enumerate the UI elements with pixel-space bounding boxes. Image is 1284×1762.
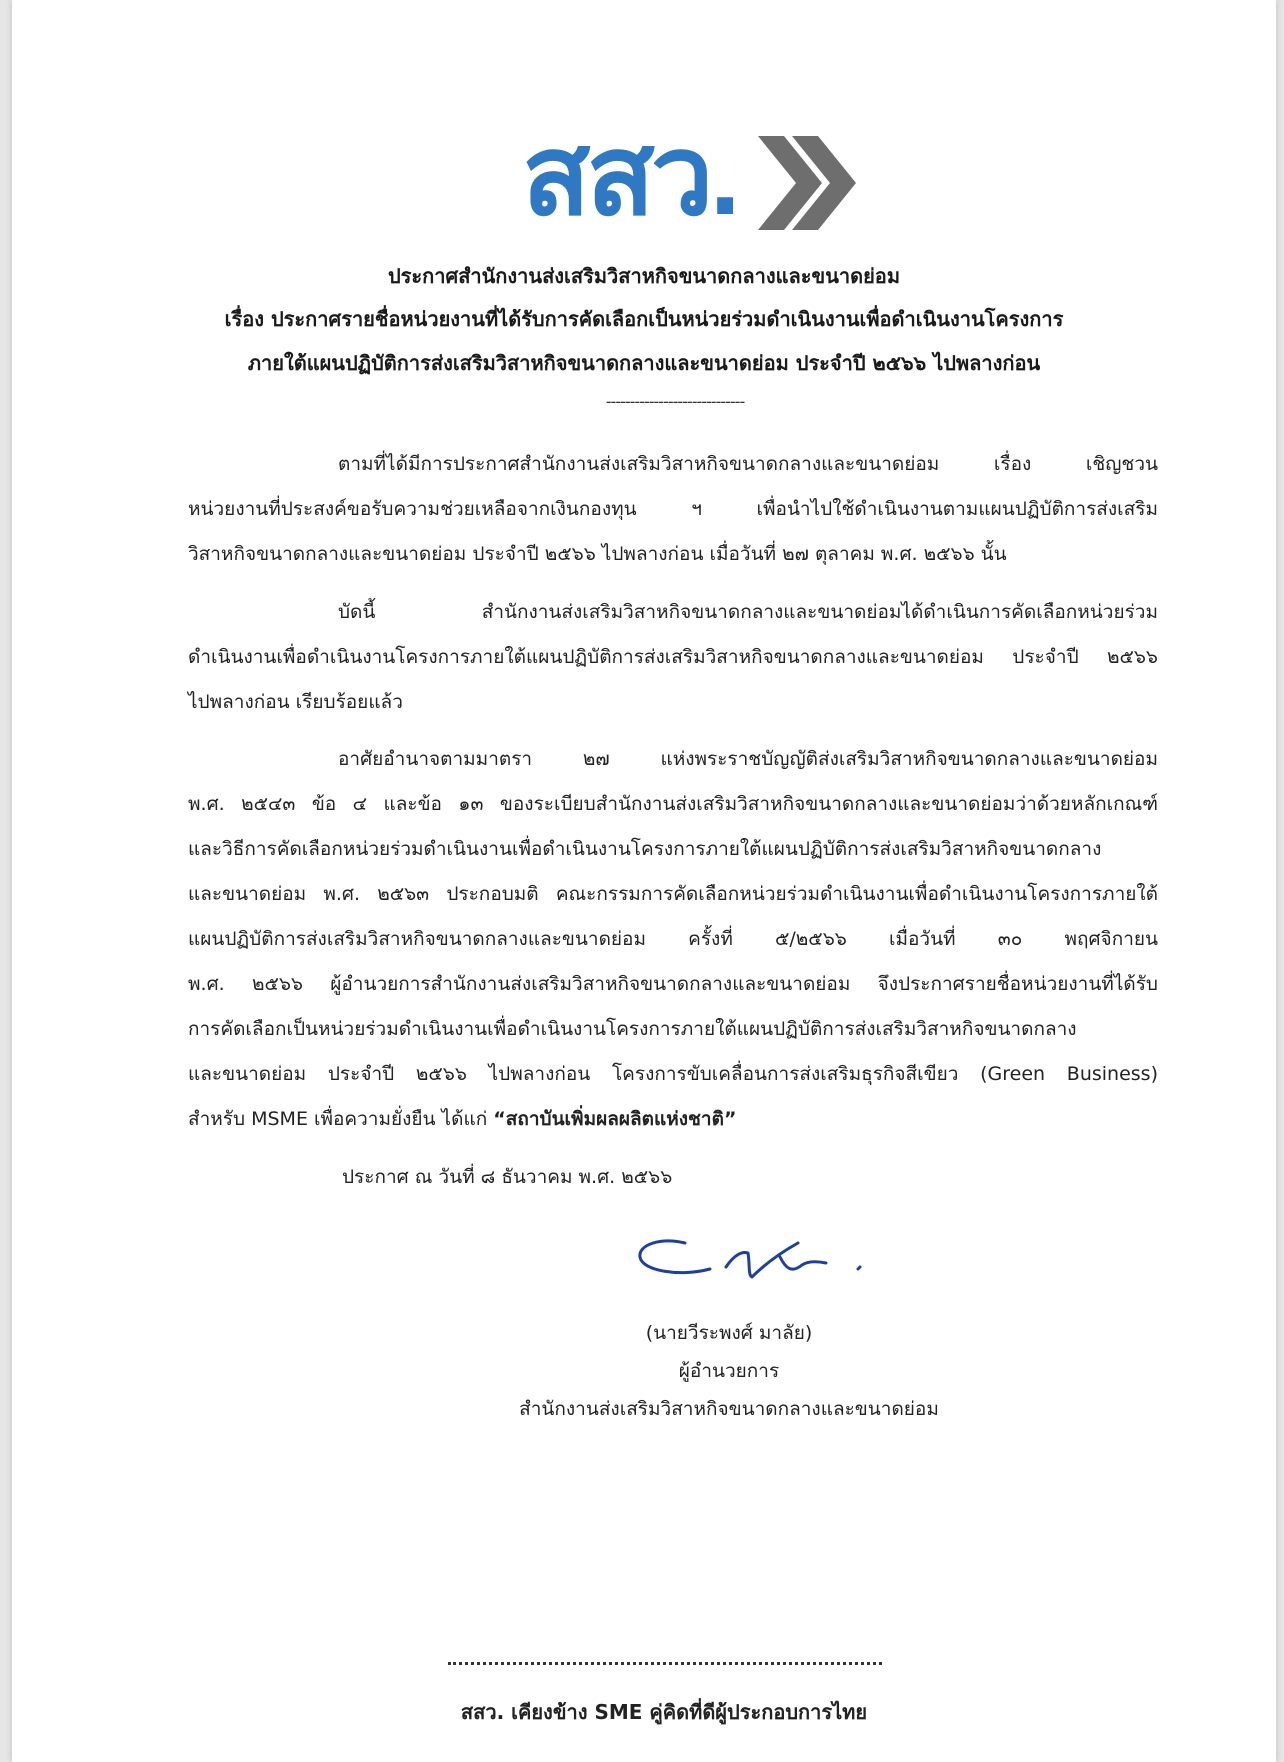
logo-chevron-arrows-icon <box>758 136 856 230</box>
paragraph-2-line-2: ดำเนินงานเพื่อดำเนินงานโครงการภายใต้แผนปฏิบัติการส่งเสริมวิสาหกิจขนาดกลางและขนาดย่อม ประจำปี ๒๕๖๖ <box>188 646 1158 668</box>
paragraph-2-line-1: บัดนี้ สำนักงานส่งเสริมวิสาหกิจขนาดกลางและขนาดย่อมได้ดำเนินการคัดเลือกหน่วยร่วม <box>338 601 1158 623</box>
announcement-subject: เรื่อง ประกาศรายชื่อหน่วยงานที่ได้รับการคัดเลือกเป็นหน่วยร่วมดำเนินงานเพื่อดำเนินงานโครงการ <box>224 307 1064 331</box>
announcement-title: ประกาศสำนักงานส่งเสริมวิสาหกิจขนาดกลางและขนาดย่อม <box>387 264 900 288</box>
selected-agency-name: “สถาบันเพิ่มผลผลิตแห่งชาติ” <box>493 1108 737 1130</box>
paragraph-1-line-3: วิสาหกิจขนาดกลางและขนาดย่อม ประจำปี ๒๕๖๖ ไปพลางก่อน เมื่อวันที่ ๒๗ ตุลาคม พ.ศ. ๒๕๖๖ นั้น <box>188 543 1007 565</box>
paragraph-1-line-1: ตามที่ได้มีการประกาศสำนักงานส่งเสริมวิสาหกิจขนาดกลางและขนาดย่อม เรื่อง เชิญชวน <box>338 453 1158 475</box>
footer-slogan: สสว. เคียงข้าง SME คู่คิดที่ดีผู้ประกอบการไทย <box>460 1700 868 1724</box>
signatory-name: (นายวีระพงศ์ มาลัย) <box>645 1322 813 1344</box>
paragraph-3-line-1: อาศัยอำนาจตามมาตรา ๒๗ แห่งพระราชบัญญัติส่งเสริมวิสาหกิจขนาดกลางและขนาดย่อม <box>338 748 1158 770</box>
paragraph-3-line-6: พ.ศ. ๒๕๖๖ ผู้อำนวยการสำนักงานส่งเสริมวิสาหกิจขนาดกลางและขนาดย่อม จึงประกาศรายชื่อหน่วยงานที่ได้รับ <box>188 973 1158 995</box>
paragraph-3-line-2: พ.ศ. ๒๕๔๓ ข้อ ๔ และข้อ ๑๓ ของระเบียบสำนักงานส่งเสริมวิสาหกิจขนาดกลางและขนาดย่อมว่าด้วยหลักเกณฑ์ <box>188 793 1158 815</box>
paragraph-3-line-3: และวิธีการคัดเลือกหน่วยร่วมดำเนินงานเพื่อดำเนินงานโครงการภายใต้แผนปฏิบัติการส่งเสริมวิสาหกิจขนาดกลาง <box>188 838 1102 860</box>
paragraph-3-line-8: และขนาดย่อม ประจำปี ๒๕๖๖ ไปพลางก่อน โครงการขับเคลื่อนการส่งเสริมธุรกิจสีเขียว (Green Business) <box>188 1063 1158 1085</box>
paragraph-3-line-7: การคัดเลือกเป็นหน่วยร่วมดำเนินงานเพื่อดำเนินงานโครงการภายใต้แผนปฏิบัติการส่งเสริมวิสาหกิจขนาดกลาง <box>188 1018 1077 1040</box>
logo-wordmark: สสว. <box>522 118 737 238</box>
heading-separator: ----------------------------- <box>605 392 745 411</box>
sme-office-logo <box>522 118 862 248</box>
announcement-date: ประกาศ ณ วันที่ ๘ ธันวาคม พ.ศ. ๒๕๖๖ <box>342 1166 673 1188</box>
handwritten-signature <box>630 1225 880 1315</box>
paragraph-3-last-text: สำหรับ MSME เพื่อความยั่งยืน ได้แก่ <box>188 1108 494 1130</box>
paragraph-1-line-2: หน่วยงานที่ประสงค์ขอรับความช่วยเหลือจากเงินกองทุน ฯ เพื่อนำไปใช้ดำเนินงานตามแผนปฏิบัติการส่งเสริม <box>188 498 1158 520</box>
paragraph-2-line-3: ไปพลางก่อน เรียบร้อยแล้ว <box>188 691 403 713</box>
document-page <box>12 0 1276 1762</box>
announcement-subject-continued: ภายใต้แผนปฏิบัติการส่งเสริมวิสาหกิจขนาดกลางและขนาดย่อม ประจำปี ๒๕๖๖ ไปพลางก่อน <box>247 351 1041 375</box>
signatory-organization: สำนักงานส่งเสริมวิสาหกิจขนาดกลางและขนาดย่อม <box>519 1398 939 1420</box>
paragraph-3-line-4: และขนาดย่อม พ.ศ. ๒๕๖๓ ประกอบมติ คณะกรรมการคัดเลือกหน่วยร่วมดำเนินงานเพื่อดำเนินงานโครงการภายใต้ <box>188 883 1158 905</box>
paragraph-3-line-5: แผนปฏิบัติการส่งเสริมวิสาหกิจขนาดกลางและขนาดย่อม ครั้งที่ ๕/๒๕๖๖ เมื่อวันที่ ๓๐ พฤศจิกายน <box>188 928 1158 950</box>
footer-dotted-divider <box>448 1662 882 1665</box>
signatory-title: ผู้อำนวยการ <box>678 1360 780 1382</box>
paragraph-3-line-9 <box>188 1105 736 1133</box>
